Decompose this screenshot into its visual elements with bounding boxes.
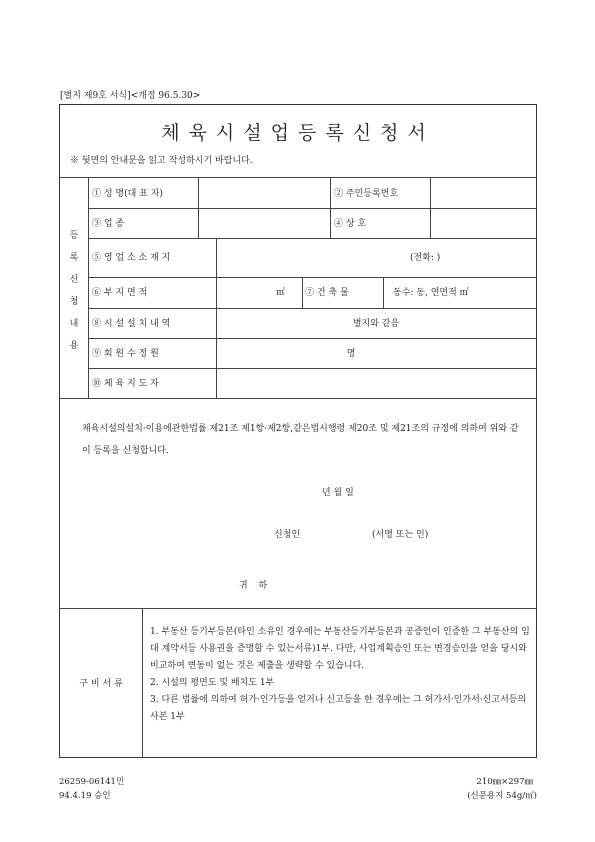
land-area-label: ⑥ 부 지 면 적 <box>92 288 148 298</box>
instructor-label: ⑩ 체 육 지 도 자 <box>92 378 159 389</box>
trade-name-field[interactable] <box>430 207 536 237</box>
land-area-unit: ㎡ <box>276 288 286 298</box>
building-label: ⑦ 건 축 물 <box>305 288 349 298</box>
building-value: 동수: 동, 연면적 ㎡ <box>393 288 469 298</box>
address-field[interactable] <box>216 237 416 276</box>
facility-label: ⑧ 시 설 설 치 내 역 <box>92 318 171 329</box>
document-item: 2. 시설의 평면도 및 배치도 1부 <box>150 678 275 688</box>
recipient-text: 귀 하 <box>239 581 272 591</box>
business-type-label: ③ 업 종 <box>92 218 125 229</box>
footer-paper-type: (신문용지 54g/㎡) <box>467 791 537 801</box>
rrn-field[interactable] <box>430 177 536 207</box>
footer-code: 26259-06141민 <box>59 777 125 787</box>
form-reference: [별지 제9호 서식]<개정 96.5.30> <box>60 91 201 101</box>
side-label-5: 내 <box>69 319 79 329</box>
applicant-label: 신청인 <box>274 530 301 540</box>
members-value: 명 <box>346 348 356 359</box>
document-item: 1. 부동산 등기부등본(타인 소유인 경우에는 부동산등기부등본과 공증인이 인증한 그 부동산의 임대 계약서등 사용권을 증명할 수 있는서류)1부. 다만, 사업계획승인 또는 변경승인을 얻을 당시와 비교하여 변동이 없는 것은 제출을 생략할 수 있습니다. <box>150 627 530 671</box>
instructor-field[interactable] <box>216 367 536 397</box>
documents-label: 구 비 서 류 <box>79 679 123 689</box>
statement-text: 체육시설의설치·이용에관한법률 제21조 제1항·제2항,같은법시행령 제20조 및 제21조의 규정에 의하여 위와 같이 등록을 신청합니다. <box>82 424 519 456</box>
documents-list <box>150 624 530 726</box>
notice-text: ※ 뒷면의 안내문을 읽고 작성하시기 바랍니다. <box>70 156 253 166</box>
form-title: 체육시설업등록신청서 <box>161 122 435 144</box>
signature-note: (서명 또는 인) <box>372 530 429 540</box>
address-label: ⑤ 영 업 소 소 재 지 <box>92 253 171 263</box>
name-label: ① 성 명(대 표 자) <box>92 188 163 199</box>
footer-approval: 94.4.19 승인 <box>59 791 111 801</box>
side-label-4: 청 <box>69 297 79 307</box>
date-line: 년 월 일 <box>322 488 354 498</box>
rrn-label: ② 주민등록번호 <box>334 188 399 199</box>
members-label: ⑨ 회 원 수 정 원 <box>92 348 159 359</box>
side-label-1: 등 <box>69 231 79 241</box>
document-item: 3. 다른 법률에 의하여 허가·인가등을 얻거나 신고등을 한 경우에는 그 허가서·인가서·신고서등의 사본 1부 <box>150 695 527 722</box>
side-label-2: 록 <box>69 253 79 263</box>
trade-name-label: ④ 상 호 <box>334 218 367 229</box>
business-type-field[interactable] <box>198 207 328 237</box>
phone-label: (전화: ) <box>410 253 441 263</box>
name-field[interactable] <box>198 177 328 207</box>
side-label-3: 신 <box>69 275 79 285</box>
side-label-6: 용 <box>69 341 79 351</box>
facility-value: 별지와 같음 <box>352 318 400 329</box>
footer-paper-size: 210㎜×297㎜ <box>476 777 533 787</box>
